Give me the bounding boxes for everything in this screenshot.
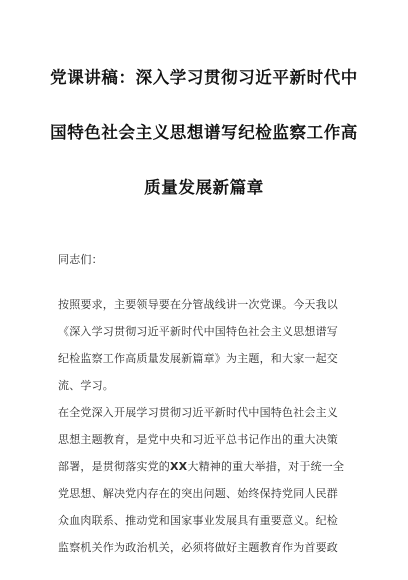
paragraph-2-text: 大精神的重大举措，对于统一全	[187, 460, 345, 473]
paragraph-1-line: 按照要求，主要领导要在分管战线讲一次党课。今天我以	[58, 298, 338, 311]
paragraph-2-line: 监察机关作为政治机关，必须将做好主题教育作为首要政	[58, 541, 338, 554]
document-title-line-2: 国特色社会主义思想谱写纪检监察工作高	[50, 123, 358, 142]
paragraph-2-line	[58, 453, 358, 480]
paragraph-2	[58, 399, 358, 561]
paragraph-1-line: 流、学习。	[58, 379, 114, 392]
paragraph-2-line: 党思想、解决党内存在的突出问题、始终保持党同人民群	[58, 487, 338, 500]
paragraph-2-text: 部署，是贯彻落实党的	[58, 460, 170, 473]
placeholder-xx: XX	[170, 460, 188, 473]
paragraph-1-line: 《深入学习贯彻习近平新时代中国特色社会主义思想谱写	[58, 325, 338, 338]
document-title-line-3: 质量发展新篇章	[144, 178, 264, 197]
document-title-line-1: 党课讲稿：深入学习贯彻习近平新时代中	[50, 68, 358, 87]
paragraph-2-line: 思想主题教育，是党中央和习近平总书记作出的重大决策	[58, 433, 338, 446]
paragraph-2-line: 在全党深入开展学习贯彻习近平新时代中国特色社会主义	[58, 406, 338, 419]
greeting	[58, 246, 358, 273]
paragraph-1-line: 纪检监察工作高质量发展新篇章》为主题，和大家一起交	[58, 352, 338, 365]
paragraph-1	[58, 291, 358, 399]
greeting-text: 同志们：	[58, 253, 103, 266]
paragraph-2-line: 众血肉联系、推动党和国家事业发展具有重要意义。纪检	[58, 514, 338, 527]
